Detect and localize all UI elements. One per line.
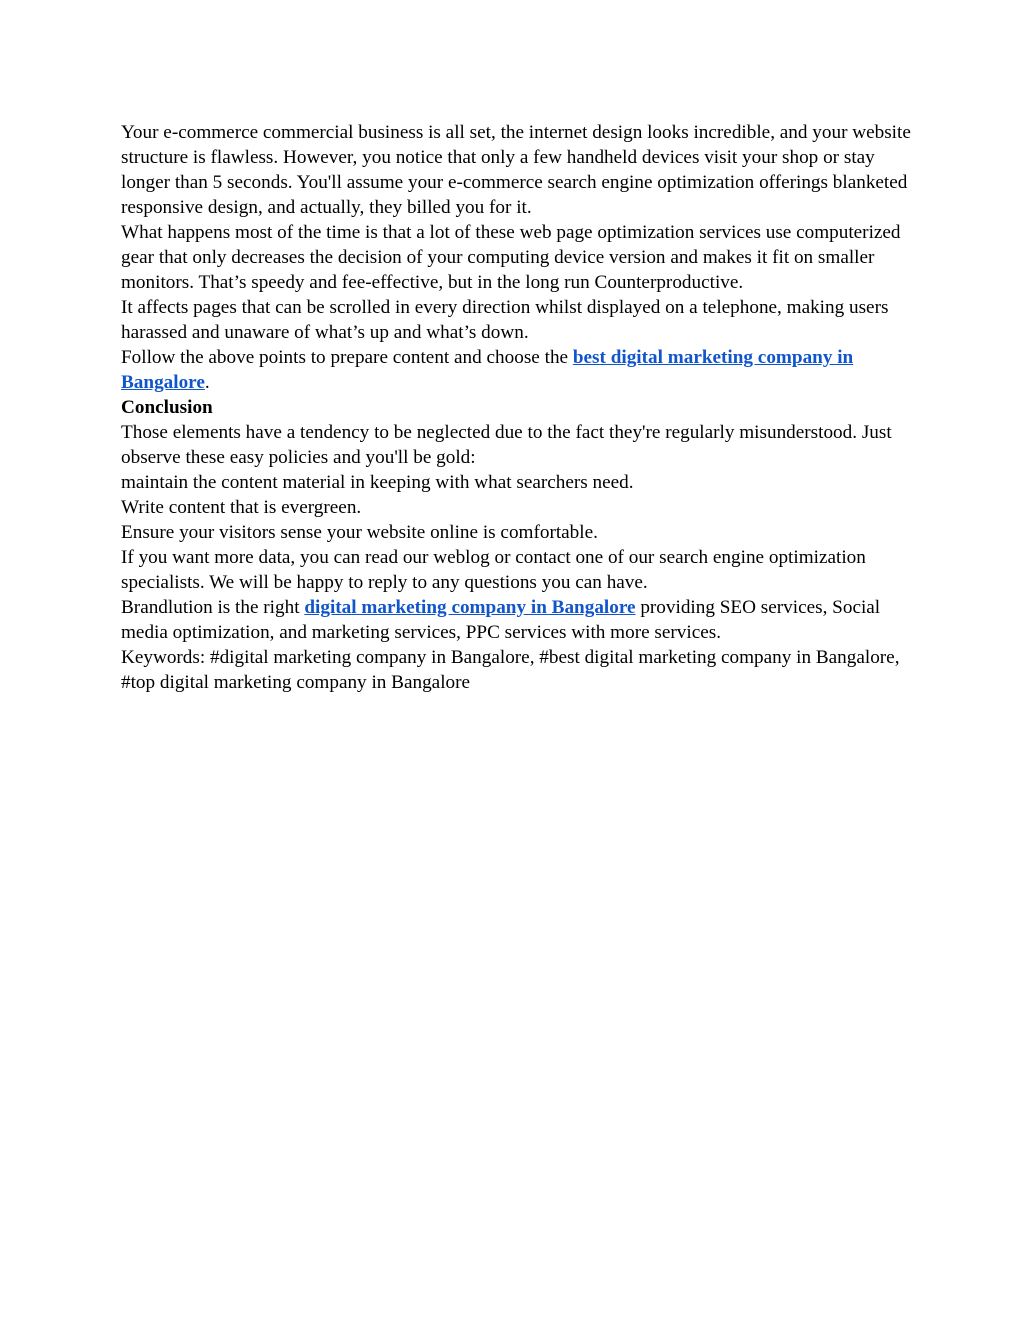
conclusion-heading: Conclusion bbox=[121, 397, 213, 418]
list-item-comfortable: Ensure your visitors sense your website online is comfortable. bbox=[121, 522, 598, 543]
paragraph-follow-points bbox=[121, 345, 921, 395]
paragraph-optimization-services: What happens most of the time is that a lot of these web page optimization services use computerized gear that only decreases the decision of your computing device version and makes it fit on smaller monitors. That’s speedy and fee-effective, but in the long run Counterproductive. bbox=[121, 222, 901, 293]
paragraph-conclusion: Those elements have a tendency to be neglected due to the fact they're regularly misunderstood. Just observe these easy policies and you'll be gold: bbox=[121, 422, 892, 468]
paragraph-follow-points-text: Follow the above points to prepare content and choose the bbox=[121, 347, 573, 368]
paragraph-brandlution-text: Brandlution is the right bbox=[121, 597, 305, 618]
document-body bbox=[121, 120, 921, 695]
paragraph-follow-points-end: . bbox=[204, 372, 210, 393]
list-item-content: maintain the content material in keeping with what searchers need. bbox=[121, 472, 634, 493]
paragraph-keywords: Keywords: #digital marketing company in Bangalore, #best digital marketing company in Bangalore, #top digital marketing company in Bangalore bbox=[121, 647, 900, 693]
paragraph-brandlution bbox=[121, 595, 921, 645]
paragraph-brandlution-end: providing SEO services, Social media optimization, and marketing services, PPC services with more services. bbox=[121, 597, 881, 643]
digital-marketing-company-link[interactable]: digital marketing company in Bangalore bbox=[304, 597, 636, 618]
best-digital-marketing-link[interactable]: best digital marketing company in Bangalore bbox=[121, 347, 854, 393]
paragraph-intro: Your e-commerce commercial business is all set, the internet design looks incredible, and your website structure is flawless. However, you notice that only a few handheld devices visit your shop or stay longer than 5 seconds. You'll assume your e-commerce search engine optimization offerings blanketed responsive design, and actually, they billed you for it. bbox=[121, 122, 911, 218]
paragraph-scrolling: It affects pages that can be scrolled in every direction whilst displayed on a telephone, making users harassed and unaware of what’s up and what’s down. bbox=[121, 297, 889, 343]
paragraph-more-data: If you want more data, you can read our weblog or contact one of our search engine optimization specialists. We will be happy to reply to any questions you can have. bbox=[121, 547, 866, 593]
list-item-evergreen: Write content that is evergreen. bbox=[121, 497, 362, 518]
